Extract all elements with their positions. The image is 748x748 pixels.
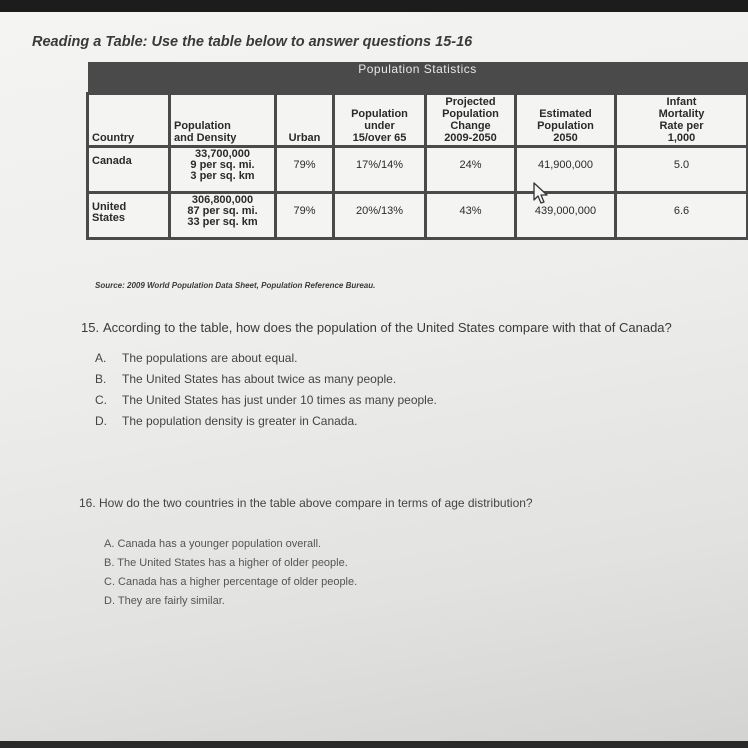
answer-option[interactable]: C. Canada has a higher percentage of older people. xyxy=(104,576,358,588)
question-16-options xyxy=(104,535,719,611)
population-table xyxy=(86,62,748,240)
table-caption: Population Statistics xyxy=(88,62,748,76)
cell-infant: 6.6 xyxy=(616,193,748,239)
option-letter: D. xyxy=(95,414,107,428)
option-text: The United States has about twice as many people. xyxy=(122,372,397,386)
question-15-number: 15. xyxy=(81,320,100,335)
option-letter: B. xyxy=(95,372,107,386)
cell-est2050: 41,900,000 xyxy=(516,147,616,193)
mouse-pointer-icon xyxy=(531,181,553,207)
option-text: The United States has just under 10 times as many people. xyxy=(122,393,437,407)
answer-option[interactable] xyxy=(95,369,721,390)
photo-bottom-edge xyxy=(0,741,748,748)
answer-option[interactable]: D. They are fairly similar. xyxy=(104,595,225,607)
option-text: The populations are about equal. xyxy=(122,351,298,365)
cell-age: 17%/14% xyxy=(334,147,426,193)
cell-change: 24% xyxy=(426,147,516,193)
header-population-density: Population and Density xyxy=(170,94,276,147)
question-15-text: According to the table, how does the population of the United States compare with that of Canada? xyxy=(103,320,672,335)
cell-est2050: 439,000,000 xyxy=(516,193,616,239)
cell-urban: 79% xyxy=(276,147,334,193)
cell-age: 20%/13% xyxy=(334,193,426,239)
header-infant-mortality: Infant Mortality Rate per 1,000 xyxy=(616,94,748,147)
cell-density: 306,800,000 87 per sq. mi. 33 per sq. km xyxy=(170,193,276,239)
option-text: The population density is greater in Canada. xyxy=(122,414,358,428)
header-age-distribution: Population under 15/over 65 xyxy=(334,94,426,147)
question-15 xyxy=(81,318,721,432)
question-16 xyxy=(79,495,719,611)
header-country: Country xyxy=(88,94,170,147)
table-caption-row xyxy=(88,62,748,76)
table-header-row xyxy=(88,94,748,147)
header-urban: Urban xyxy=(276,94,334,147)
page-heading: Reading a Table: Use the table below to answer questions 15-16 xyxy=(32,34,473,50)
cell-country: United States xyxy=(88,193,170,239)
table-row xyxy=(88,193,748,239)
question-15-stem xyxy=(81,318,721,338)
header-estimated-2050: Estimated Population 2050 xyxy=(516,94,616,147)
cell-change: 43% xyxy=(426,193,516,239)
cell-density: 33,700,000 9 per sq. mi. 3 per sq. km xyxy=(170,147,276,193)
answer-option[interactable] xyxy=(95,348,721,369)
option-letter: A. xyxy=(95,351,107,365)
answer-option[interactable] xyxy=(95,411,721,432)
table-source: Source: 2009 World Population Data Sheet, Population Reference Bureau. xyxy=(95,281,376,290)
answer-option[interactable]: B. The United States has a higher of older people. xyxy=(104,557,348,569)
cell-country: Canada xyxy=(88,147,170,193)
table-header-band xyxy=(88,76,748,94)
option-letter: C. xyxy=(95,393,107,407)
table-row xyxy=(88,147,748,193)
cell-urban: 79% xyxy=(276,193,334,239)
header-projected-change: Projected Population Change 2009-2050 xyxy=(426,94,516,147)
answer-option[interactable]: A. Canada has a younger population overall. xyxy=(104,538,322,550)
cell-infant: 5.0 xyxy=(616,147,748,193)
answer-option[interactable] xyxy=(95,390,721,411)
question-16-text: 16. How do the two countries in the table above compare in terms of age distribution? xyxy=(79,496,533,510)
question-15-options xyxy=(95,348,721,432)
